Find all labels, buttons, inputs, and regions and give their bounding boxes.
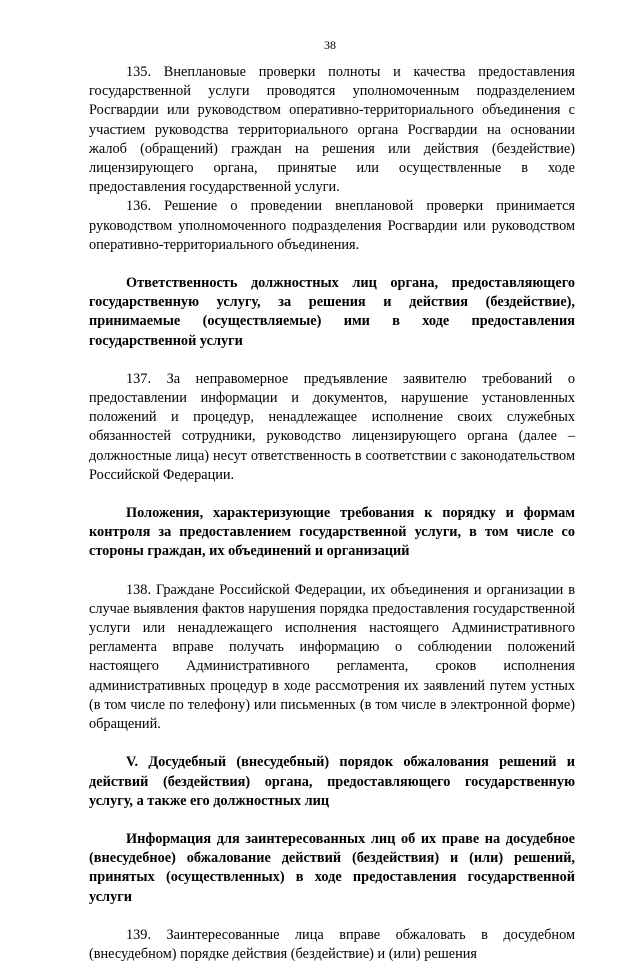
paragraph-139: 139. Заинтересованные лица вправе обжаловать в досудебном (внесудебном) порядке действия (бездействие) и (или) решения [89,926,575,962]
section-heading-appeal-info: Информация для заинтересованных лиц об их праве на досудебное (внесудебное) обжалование действий (бездействия) и (или) решений, принятых (осуществленных) в ходе предоставления государственной услуги [89,830,575,905]
paragraph-136: 136. Решение о проведении внеплановой проверки принимается руководством уполномоченного подразделения Росгвардии или руководством оперативно-территориального объединения. [89,198,575,253]
paragraph-135: 135. Внеплановые проверки полноты и качества предоставления государственной услуги проводятся уполномоченным подразделением Росгвардии или руководством оперативно-территориального объединения с участием руководства территориального органа Росгвардии на основании жалоб (обращений) граждан на решения или действия (бездействие) лицензирующего органа, принятые или осуществленные в ходе предоставления государственной услуги. [89,64,575,196]
section-heading-responsibility: Ответственность должностных лиц органа, предоставляющего государственную услугу, за решения и действия (бездействие), принимаемые (осуществляемые) ими в ходе предоставления государственной услуги [89,275,575,349]
document-body [89,63,575,964]
page-number: 38 [324,38,336,52]
chapter-heading-v: V. Досудебный (внесудебный) порядок обжалования решений и действий (бездействия) органа, предоставляющего государственную услугу, а также его должностных лиц [89,754,575,809]
paragraph-138: 138. Граждане Российской Федерации, их объединения и организации в случае выявления фактов нарушения порядка предоставления государственной услуги или ненадлежащего исполнения настоящего Административного регламента вправе получать информацию о соблюдении положений настоящего Административного регламента, сроков исполнения административных процедур в ходе рассмотрения их заявлений путем устных (в том числе по телефону) или письменных (в том числе в электронной форме) обращений. [89,581,575,733]
section-heading-control-requirements: Положения, характеризующие требования к порядку и формам контроля за предоставлением государственной услуги, в том числе со стороны граждан, их объединений и организаций [89,505,575,560]
paragraph-137: 137. За неправомерное предъявление заявителю требований о предоставлении информации и документов, нарушение установленных положений и процедур, ненадлежащее исполнение своих служебных обязанностей сотрудники, руководство лицензирующего органа (далее – должностные лица) несут ответственность в соответствии с законодательством Российской Федерации. [89,370,575,483]
